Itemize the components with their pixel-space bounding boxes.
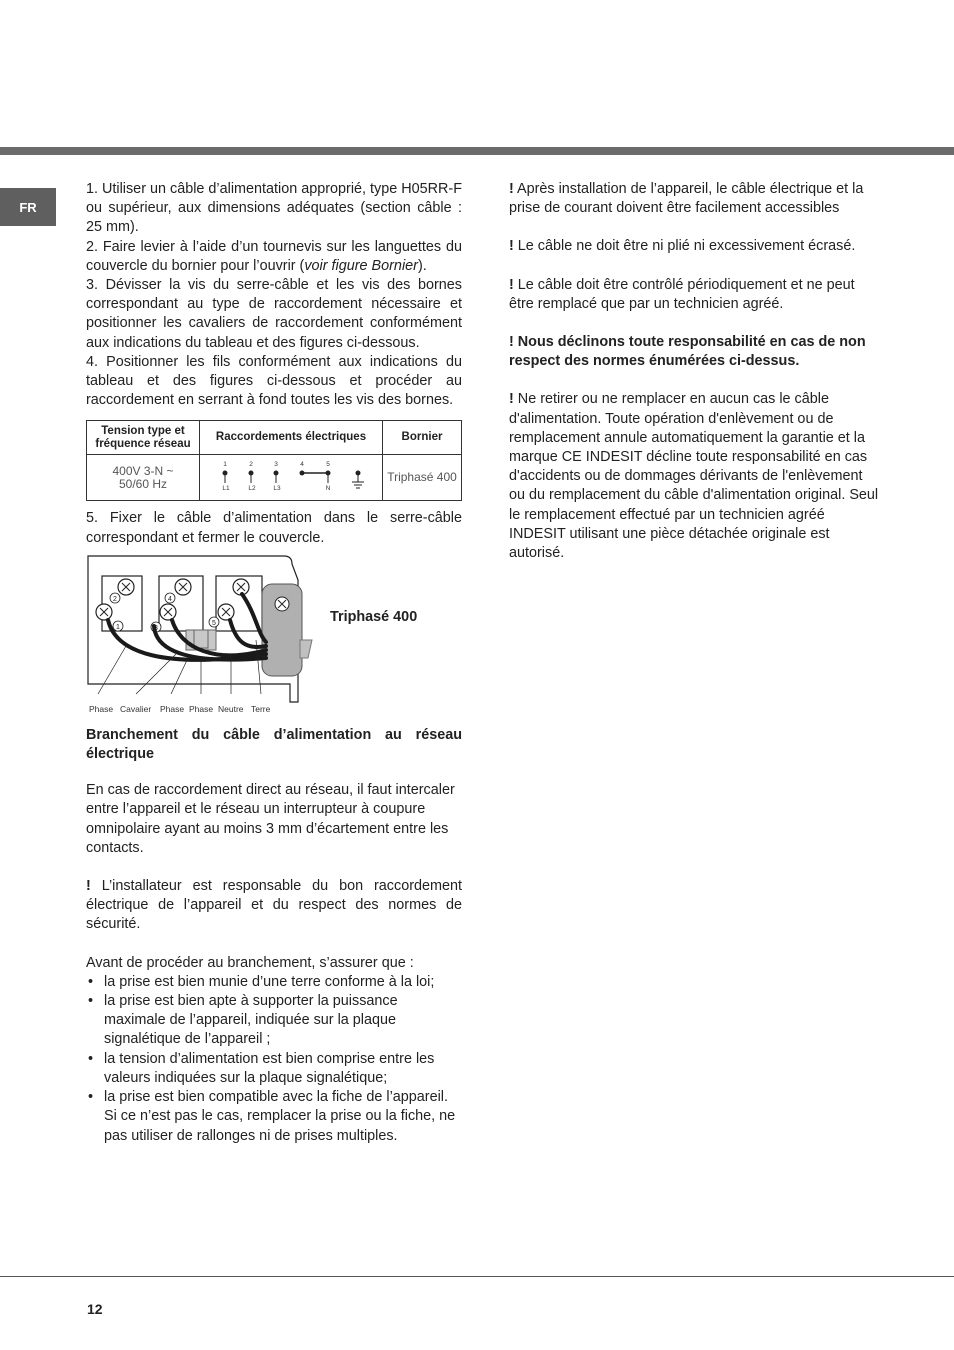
figure-terminal-number-4: 4: [168, 595, 172, 603]
note-disclaimer: ! Nous déclinons toute responsabilité en cas de non respect des normes énumérées ci-dessus.: [509, 334, 866, 370]
wire-label-terre: Terre: [251, 703, 271, 714]
section-title: Branchement du câble d’alimentation au réseau électrique: [86, 726, 462, 763]
left-column: [86, 180, 462, 1146]
terminal-label-l2: L2: [248, 485, 256, 493]
note-replacement: ! Ne retirer ou ne remplacer en aucun cas le câble d'alimentation. Toute opération d'enlèvement ou de remplacement annule automatiquement la garantie et la marque CE INDESIT décline toute responsabilité en cas d'accidents ou de dommages dérivants de l'enlèvement ou du remplacement du câble d'alimentation original. Seul le remplacement effectué par un technicien agréé INDESIT utilisant une pièce détachée originale est autorisé.: [509, 391, 879, 562]
table-header-voltage: Tension type et fréquence réseau: [87, 421, 200, 455]
installer-responsibility: ! L’installateur est responsable du bon raccordement électrique de l’appareil et du respect des normes de sécurité.: [86, 878, 462, 933]
wire-label-neutre: Neutre: [218, 703, 244, 714]
terminal-number-3: 3: [274, 461, 278, 469]
terminal-label-n: N: [325, 485, 331, 493]
check-list: [86, 973, 462, 1146]
table-cell-wiring: [200, 455, 383, 501]
header-bar: [0, 147, 954, 155]
list-item: • la tension d’alimentation est bien comprise entre les valeurs indiquées sur la plaque signalétique;: [86, 1050, 462, 1088]
note-cable-check: ! Le câble doit être contrôlé périodiquement et ne peut être remplacé que par un technicien agréé.: [509, 276, 855, 312]
list-item: • la prise est bien apte à supporter la puissance maximale de l’appareil, indiquée sur la plaque signalétique de l’appareil ;: [86, 992, 462, 1050]
table-cell-bornier: Triphasé 400: [383, 455, 462, 501]
list-item: • la prise est bien munie d’une terre conforme à la loi;: [86, 973, 462, 992]
figure-label: Triphasé 400: [330, 608, 418, 625]
figure-terminal-number-1: 1: [116, 623, 120, 631]
right-column: [509, 180, 881, 563]
step-4: 4. Positionner les fils conformément aux indications du tableau et des figures ci-dessous et procéder au raccordement en serrant à fond toutes les vis des bornes.: [86, 353, 462, 409]
before-connection-text: Avant de procéder au branchement, s’assurer que :: [86, 954, 414, 971]
page-number: 12: [87, 1301, 103, 1317]
direct-connection-text: En cas de raccordement direct au réseau, il faut intercaler entre l’appareil et le réseau un interrupteur à coupure omnipolaire ayant au moins 3 mm d’écartement entre les contacts.: [86, 782, 455, 856]
wire-label-phase-1: Phase: [89, 703, 114, 714]
language-tab: FR: [0, 188, 56, 226]
terminal-number-2: 2: [249, 461, 253, 469]
terminal-wiring-diagram: [201, 455, 381, 497]
figure-terminal-number-3: 3: [154, 624, 158, 632]
note-accessibility: ! Après installation de l’appareil, le câble électrique et la prise de courant doivent être facilement accessibles: [509, 181, 864, 217]
wire-label-phase-2: Phase: [160, 703, 185, 714]
terminal-block-drawing: [86, 554, 462, 704]
terminal-block-figure: [86, 554, 462, 714]
table-header-connections: Raccordements électriques: [200, 421, 383, 455]
terminal-number-1: 1: [223, 461, 227, 469]
connection-table: [86, 420, 462, 501]
note-cable-bend: ! Le câble ne doit être ni plié ni excessivement écrasé.: [509, 238, 856, 255]
step-2-reference: voir figure Bornier: [304, 257, 418, 274]
wire-label-phase-3: Phase: [189, 703, 214, 714]
footer-rule: [0, 1276, 954, 1277]
figure-terminal-number-2: 2: [113, 595, 117, 603]
figure-terminal-number-5: 5: [212, 619, 216, 627]
step-5: 5. Fixer le câble d’alimentation dans le serre-câble correspondant et fermer le couvercle.: [86, 510, 462, 546]
terminal-number-5: 5: [326, 461, 330, 469]
table-cell-voltage: 400V 3-N ~ 50/60 Hz: [87, 455, 200, 501]
terminal-label-l3: L3: [273, 485, 281, 493]
table-header-bornier: Bornier: [383, 421, 462, 455]
terminal-label-l1: L1: [222, 485, 230, 493]
step-3: 3. Dévisser la vis du serre-câble et les vis des bornes correspondant au type de raccordement nécessaire et positionner les cavaliers de raccordement conformément aux indications du tableau et des figures ci-dessous.: [86, 277, 462, 351]
step-1: 1. Utiliser un câble d’alimentation approprié, type H05RR-F ou supérieur, aux dimensions adéquates (section câble : 25 mm).: [86, 181, 462, 236]
wire-label-cavalier: Cavalier: [120, 703, 152, 714]
list-item: • la prise est bien compatible avec la fiche de l’appareil. Si ce n’est pas le cas, remplacer la prise ou la fiche, ne pas utiliser de rallonges ni de prises multiples.: [86, 1088, 462, 1146]
step-2: 2. Faire levier à l’aide d’un tournevis sur les languettes du couvercle du bornier pour l’ouvrir (voir figure Bornier).: [86, 238, 462, 274]
terminal-number-4: 4: [300, 461, 304, 469]
